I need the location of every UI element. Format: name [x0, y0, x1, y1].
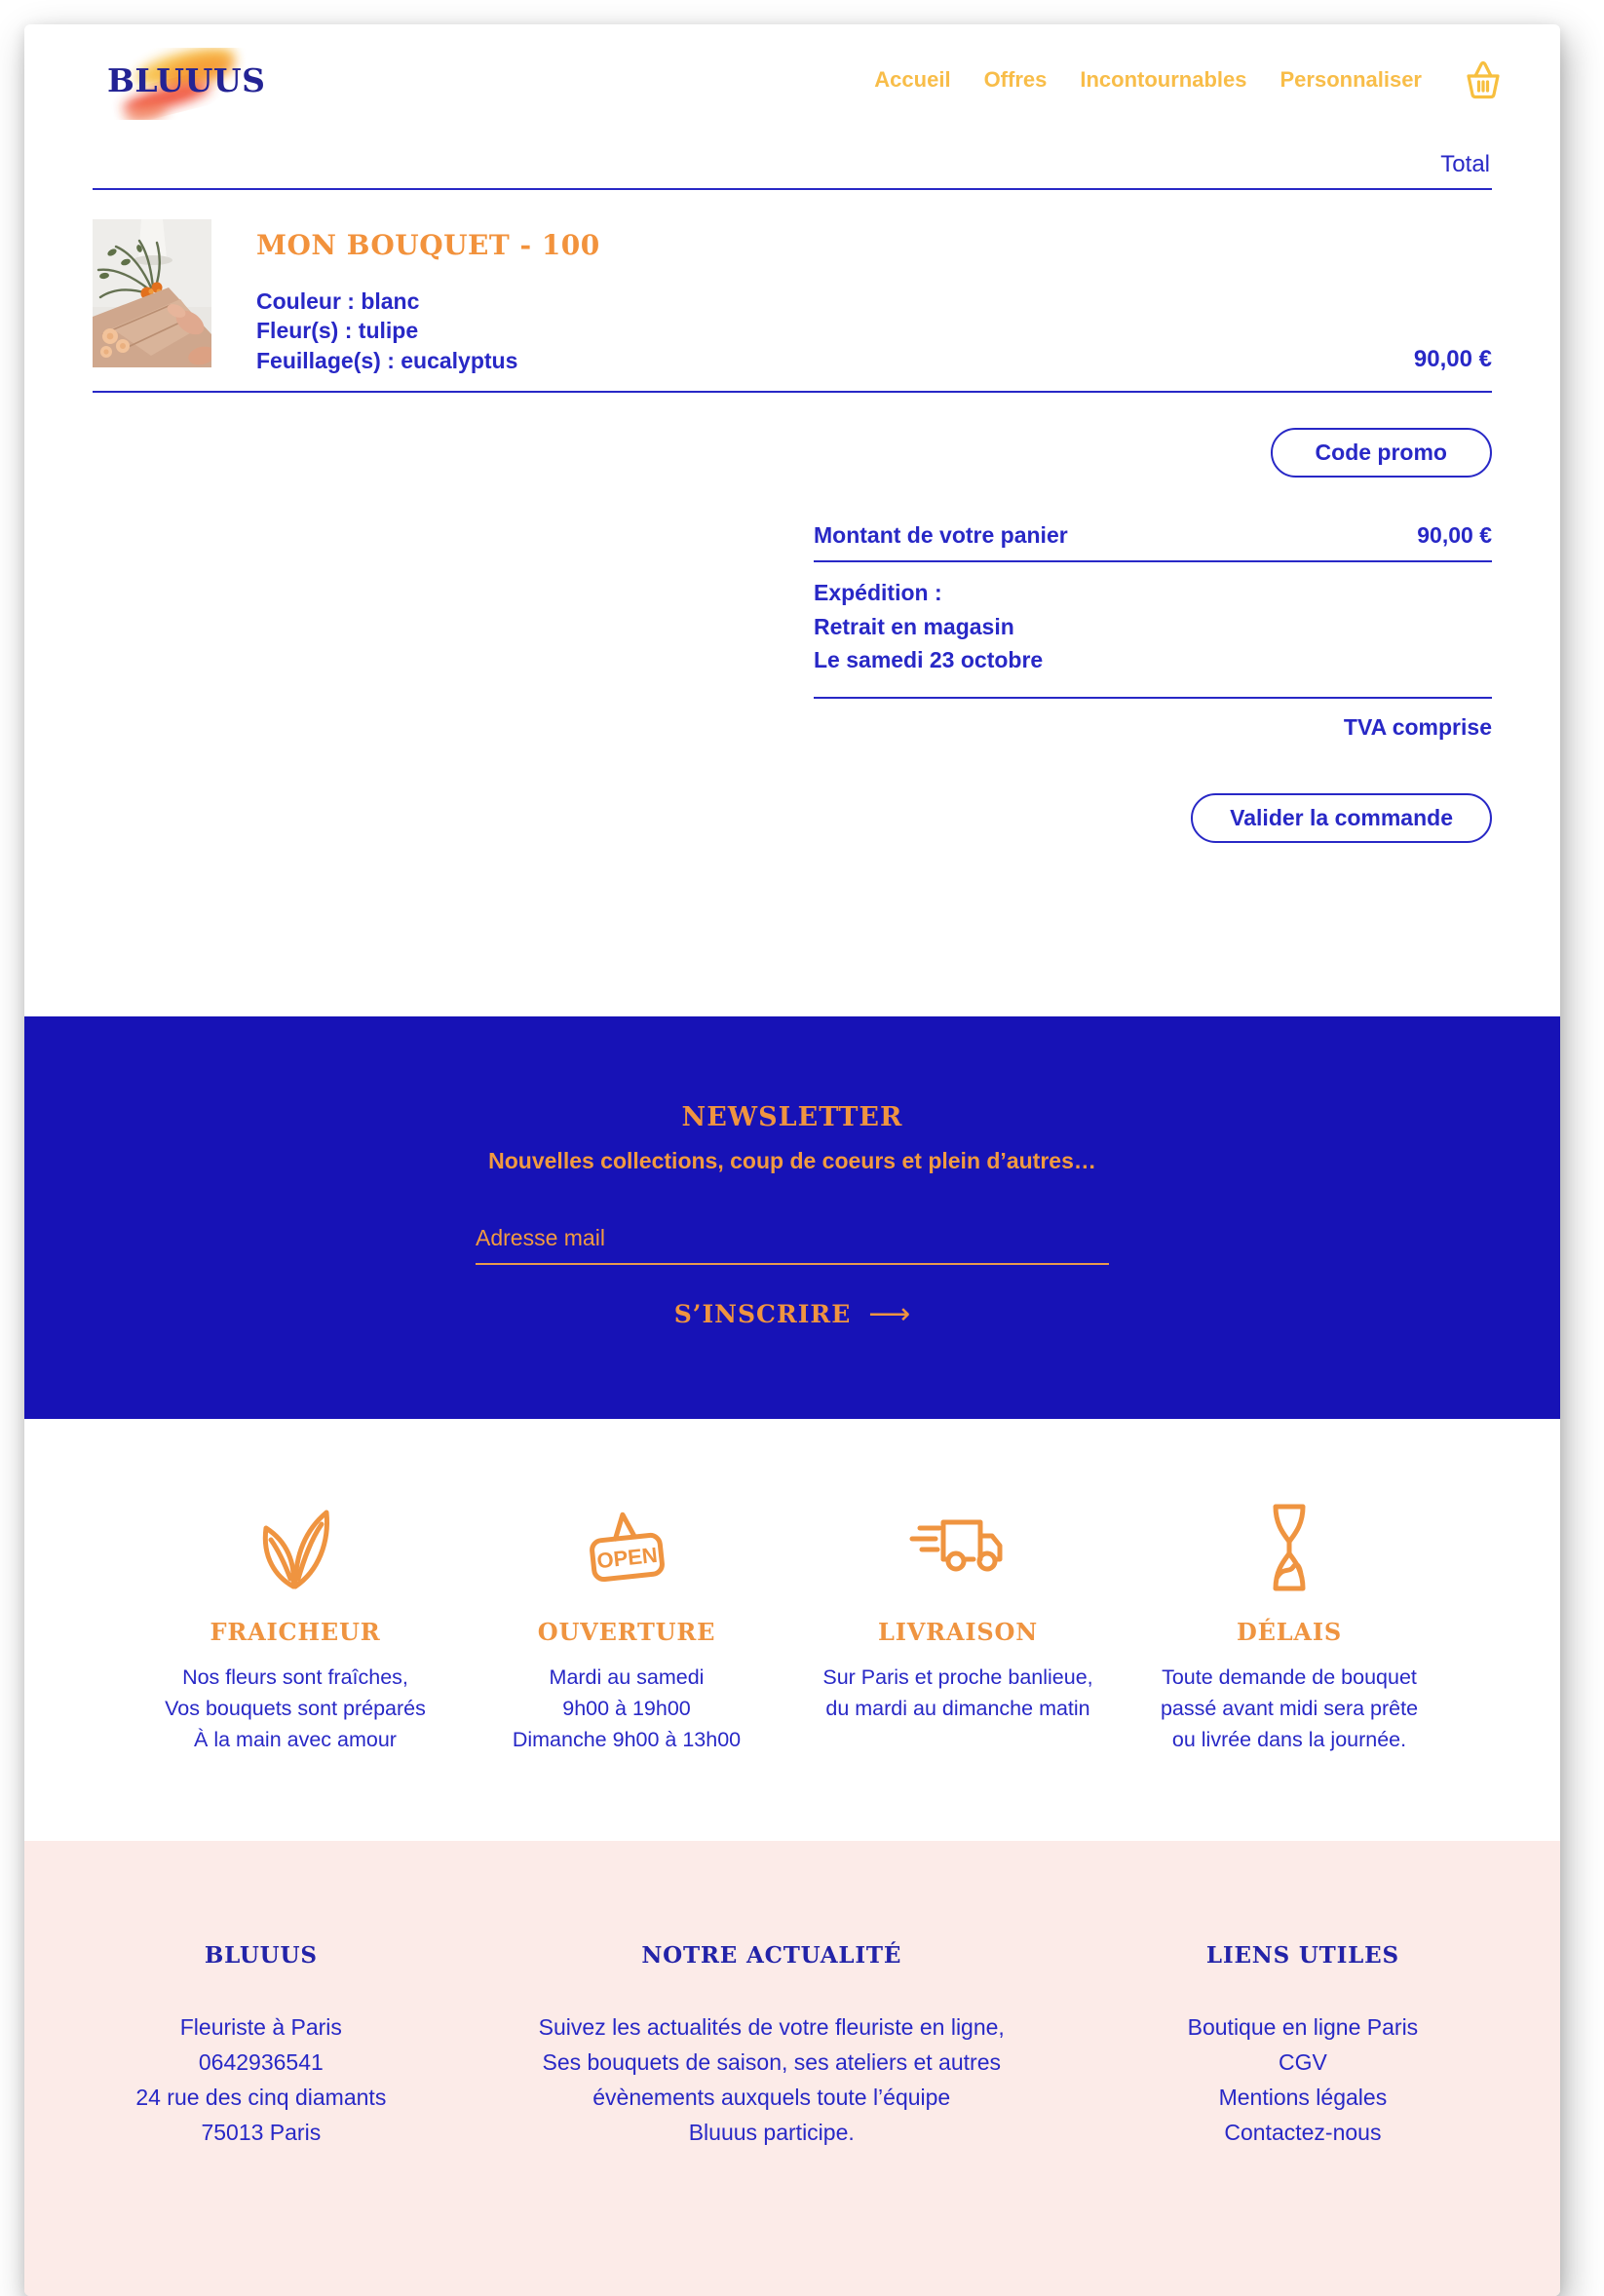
- checkout-row: [93, 793, 1492, 1016]
- subscribe-label: S’INSCRIRE: [673, 1300, 852, 1329]
- shipping-label: Expédition :: [814, 580, 942, 606]
- product-option-flower: Fleur(s) : tulipe: [256, 318, 419, 344]
- checkout-button[interactable]: Valider la commande: [1191, 793, 1492, 843]
- logo-text: BLUUUS: [107, 60, 266, 99]
- feature-text: Nos fleurs sont fraîches, Vos bouquets sont préparés À la main avec amour: [165, 1665, 426, 1752]
- logo[interactable]: [107, 61, 265, 99]
- feature-text: Sur Paris et proche banlieue, du mardi au dimanche matin: [822, 1665, 1093, 1720]
- cart-summary: [814, 522, 1492, 741]
- delivery-truck-icon: [802, 1495, 1114, 1596]
- feature-title: OUVERTURE: [537, 1617, 716, 1646]
- footer-phone: 0642936541: [198, 2049, 324, 2076]
- nav-item-accueil[interactable]: Accueil: [874, 67, 951, 92]
- total-column-header: Total: [93, 143, 1492, 190]
- feature-livraison: [792, 1495, 1124, 1756]
- footer-news-text: Suivez les actualités de votre fleuriste en ligne, Ses bouquets de saison, ses ateliers et autres évènements auxquels toute l’équipe Bluuus participe.: [538, 2014, 1005, 2146]
- footer-column-title: LIENS UTILES: [1205, 1942, 1399, 1970]
- product-price: 90,00 €: [1413, 346, 1492, 373]
- cart-basket-icon[interactable]: [1461, 59, 1506, 100]
- subtotal-value: 90,00 €: [1417, 522, 1492, 549]
- newsletter-input-wrap: [476, 1225, 1109, 1265]
- footer-city: 75013 Paris: [201, 2120, 322, 2146]
- product-photo: [93, 219, 211, 367]
- footer-street: 24 rue des cinq diamants: [135, 2085, 387, 2111]
- cart-section: [24, 118, 1560, 1016]
- footer-column-actualite: [420, 1942, 1124, 2150]
- feature-title: FRAICHEUR: [210, 1617, 381, 1646]
- footer-link-cgv[interactable]: CGV: [1278, 2049, 1327, 2076]
- footer-link-boutique[interactable]: Boutique en ligne Paris: [1187, 2014, 1419, 2041]
- tax-note: TVA comprise: [1343, 713, 1492, 740]
- subtotal-label: Montant de votre panier: [814, 522, 1068, 549]
- promo-row: [93, 428, 1492, 478]
- newsletter-subscribe-button[interactable]: [673, 1296, 911, 1331]
- newsletter-section: [24, 1016, 1560, 1419]
- feature-text: Mardi au samedi 9h00 à 19h00 Dimanche 9h00 à 13h00: [512, 1665, 742, 1752]
- shipping-method: Retrait en magasin: [814, 613, 1014, 639]
- newsletter-title: NEWSLETTER: [681, 1101, 903, 1132]
- feature-text: Toute demande de bouquet passé avant midi sera prête ou livrée dans la journée.: [1160, 1665, 1419, 1752]
- promo-code-button[interactable]: Code promo: [1271, 428, 1492, 478]
- footer-link-contact[interactable]: Contactez-nous: [1224, 2120, 1382, 2146]
- product-option-color: Couleur : blanc: [256, 288, 420, 314]
- footer: [24, 1841, 1560, 2296]
- footer-contact-info: [102, 2009, 420, 2150]
- footer-column-title: BLUUUS: [204, 1942, 318, 1970]
- footer-column-bluuus: [102, 1942, 420, 2150]
- main-nav: [874, 59, 1506, 100]
- arrow-right-icon: ⟶: [868, 1296, 911, 1331]
- footer-link-mentions[interactable]: Mentions légales: [1218, 2085, 1388, 2111]
- cart-item-row: [93, 219, 1492, 393]
- feature-delais: [1124, 1495, 1455, 1756]
- page-card: [24, 24, 1560, 2296]
- footer-column-liens: [1124, 1942, 1482, 2150]
- footer-column-title: NOTRE ACTUALITÉ: [641, 1942, 902, 1970]
- product-options: [256, 287, 1414, 375]
- subtotal-line: [814, 522, 1492, 562]
- footer-tagline: Fleuriste à Paris: [179, 2014, 342, 2041]
- product-title: MON BOUQUET - 100: [256, 229, 600, 261]
- nav-item-personnaliser[interactable]: Personnaliser: [1279, 67, 1422, 92]
- feature-ouverture: [461, 1495, 792, 1756]
- shipping-date: Le samedi 23 octobre: [814, 647, 1044, 673]
- footer-links: [1124, 2009, 1482, 2150]
- nav-item-incontournables[interactable]: Incontournables: [1080, 67, 1247, 92]
- feature-title: DÉLAIS: [1237, 1617, 1342, 1646]
- header: [24, 24, 1560, 118]
- newsletter-subtitle: Nouvelles collections, coup de coeurs et plein d’autres…: [488, 1147, 1096, 1173]
- hourglass-icon: [1133, 1495, 1445, 1596]
- feature-title: LIVRAISON: [878, 1617, 1038, 1646]
- nav-item-offres[interactable]: Offres: [983, 67, 1048, 92]
- product-info: [256, 219, 1414, 375]
- shipping-block: [814, 562, 1492, 699]
- product-option-foliage: Feuillage(s) : eucalyptus: [256, 347, 518, 373]
- features-section: [24, 1419, 1560, 1842]
- newsletter-email-input[interactable]: [476, 1225, 1109, 1251]
- leaves-icon: [139, 1495, 451, 1596]
- svg-text:OPEN: OPEN: [595, 1542, 659, 1573]
- open-sign-icon: [471, 1495, 783, 1596]
- feature-fraicheur: [130, 1495, 461, 1756]
